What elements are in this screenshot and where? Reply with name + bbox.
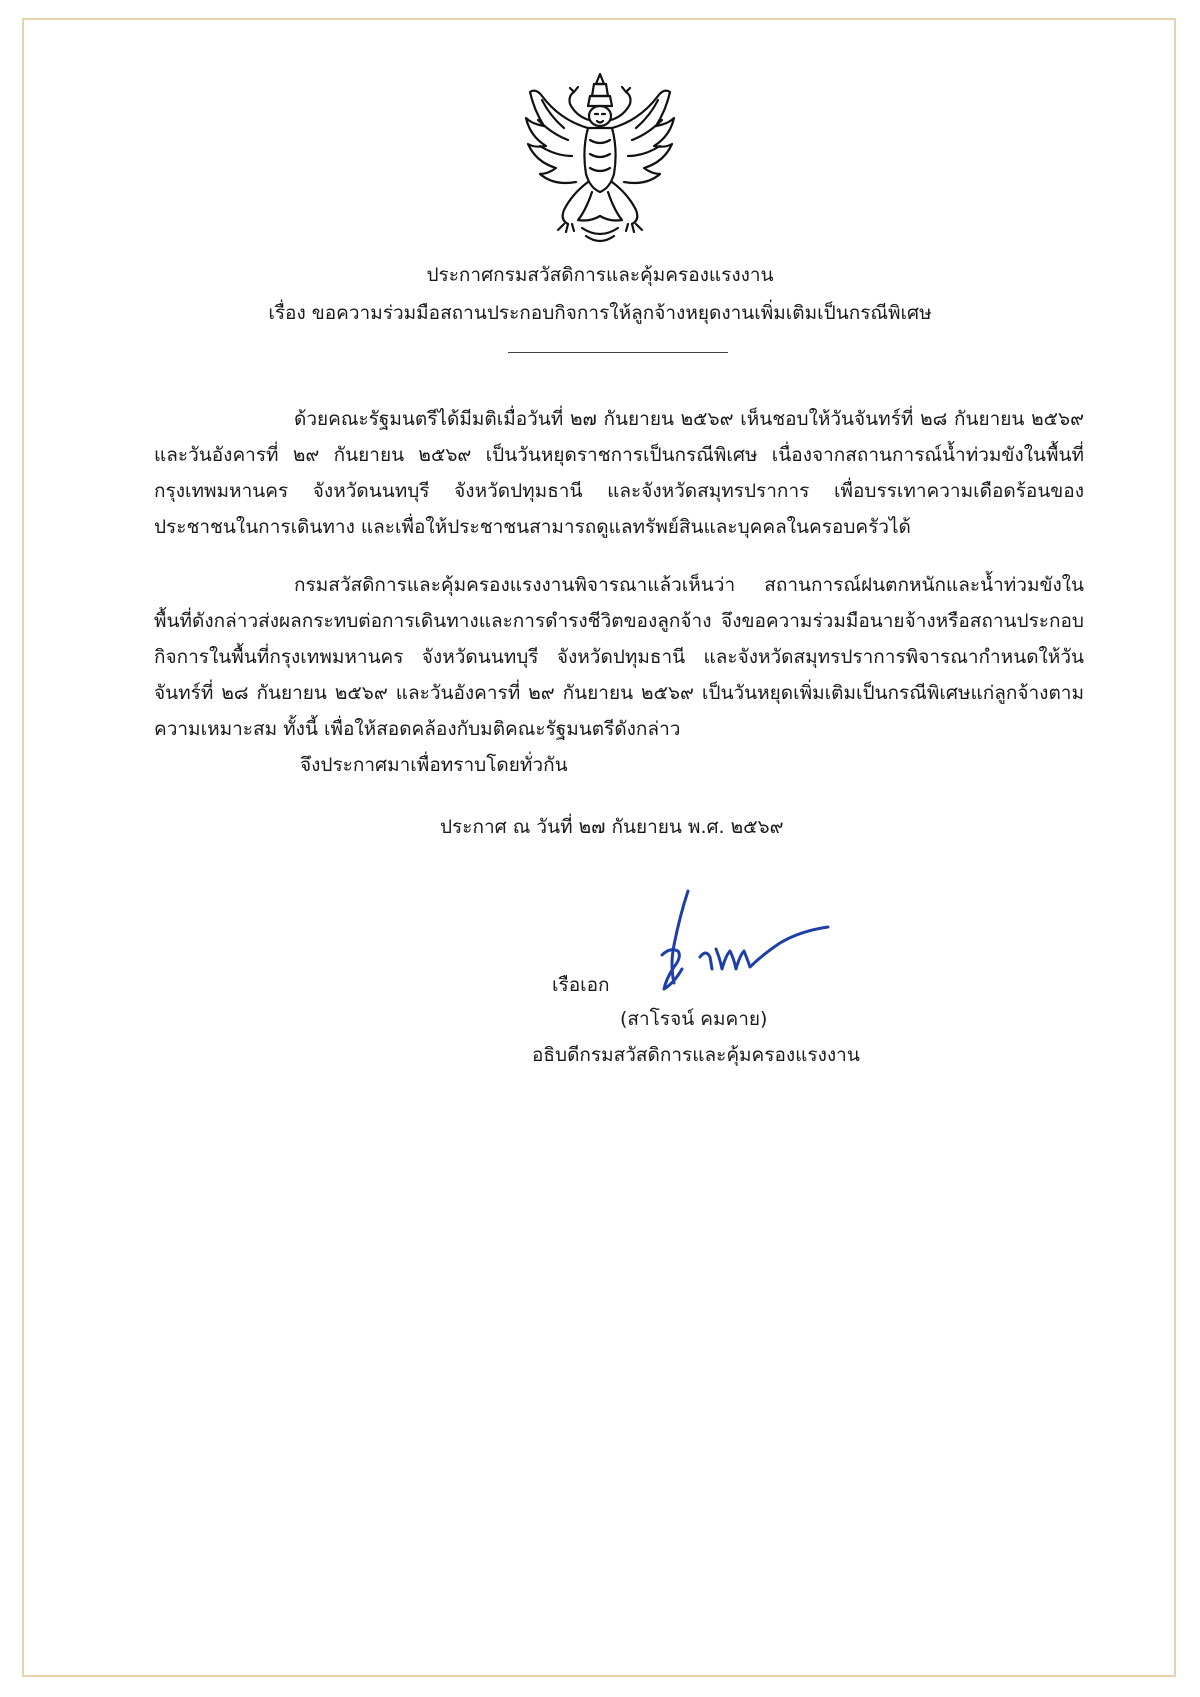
handwritten-signature xyxy=(640,885,840,995)
signer-name: (สาโรจน์ คมคาย) xyxy=(620,1008,768,1030)
signer-title: อธิบดีกรมสวัสดิการและคุ้มครองแรงงาน xyxy=(532,1044,860,1066)
header-divider xyxy=(508,352,728,353)
announcement-subject: เรื่อง ขอความร่วมมือสถานประกอบกิจการให้ลูกจ้างหยุดงานเพิ่มเติมเป็นกรณีพิเศษ xyxy=(268,302,932,324)
closing-statement: จึงประกาศมาเพื่อทราบโดยทั่วกัน xyxy=(300,754,568,776)
body-paragraph-2: กรมสวัสดิการและคุ้มครองแรงงานพิจารณาแล้วเห็นว่า สถานการณ์ฝนตกหนักและน้ำท่วมขังในพื้นที่ดังกล่าวส่งผลกระทบต่อการเดินทางและการดำรงชีวิตของลูกจ้าง จึงขอความร่วมมือนายจ้างหรือสถานประกอบกิจการในพื้นที่กรุงเทพมหานคร จังหวัดนนทบุรี จังหวัดปทุมธานี และจังหวัดสมุทรปราการพิจารณากำหนดให้วันจันทร์ที่ ๒๘ กันยายน ๒๕๖๙ และวันอังคารที่ ๒๙ กันยายน ๒๕๖๙ เป็นวันหยุดเพิ่มเติมเป็นกรณีพิเศษแก่ลูกจ้างตามความเหมาะสม ทั้งนี้ เพื่อให้สอดคล้องกับมติคณะรัฐมนตรีดังกล่าว xyxy=(154,574,1084,740)
announcement-issuer: ประกาศกรมสวัสดิการและคุ้มครองแรงงาน xyxy=(426,264,774,286)
announcement-date: ประกาศ ณ วันที่ ๒๗ กันยายน พ.ศ. ๒๕๖๙ xyxy=(440,816,784,838)
signer-rank: เรือเอก xyxy=(552,974,610,996)
body-paragraph-1: ด้วยคณะรัฐมนตรีได้มีมติเมื่อวันที่ ๒๗ กันยายน ๒๕๖๙ เห็นชอบให้วันจันทร์ที่ ๒๘ กันยายน ๒๕๖๙ และวันอังคารที่ ๒๙ กันยายน ๒๕๖๙ เป็นวันหยุดราชการเป็นกรณีพิเศษ เนื่องจากสถานการณ์น้ำท่วมขังในพื้นที่กรุงเทพมหานคร จังหวัดนนทบุรี จังหวัดปทุมธานี และจังหวัดสมุทรปราการ เพื่อบรรเทาความเดือดร้อนของประชาชนในการเดินทาง และเพื่อให้ประชาชนสามารถดูแลทรัพย์สินและบุคคลในครอบครัวได้ xyxy=(154,408,1084,538)
garuda-emblem-icon xyxy=(520,70,680,248)
